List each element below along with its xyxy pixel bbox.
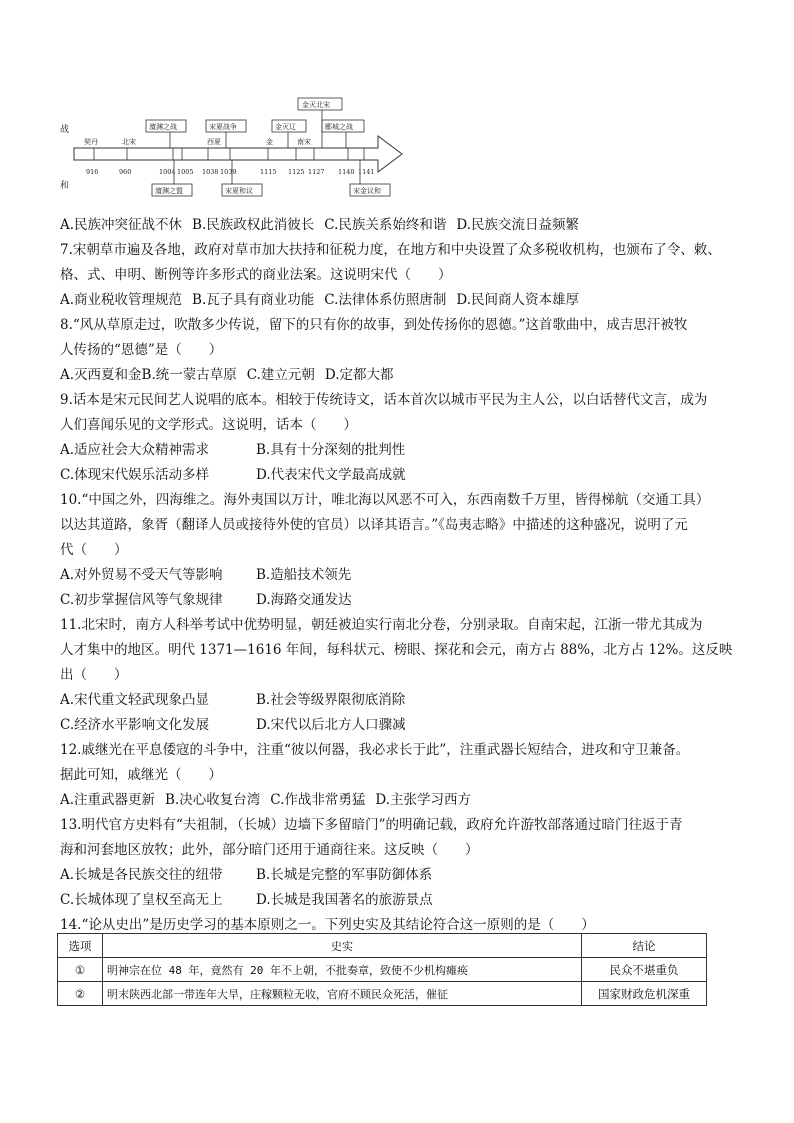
question-text-line: 9.话本是宋元民间艺人说唱的底本。相较于传统诗文，话本首次以城市平民为主人公，以白话替代文言，成为 [60,392,708,408]
answer-option: D.宋代以后北方人口骤减 [256,717,406,733]
year-label: 1004 [159,168,176,176]
table-row [58,982,707,1006]
year-label: 916 [86,168,99,176]
answer-option: D.定都大都 [324,367,394,383]
answer-option: A.注重武器更新 [60,792,156,808]
answer-option: C.法律体系仿照唐制 [324,292,447,308]
question-text-line: 13.明代官方史料有“夫祖制，（长城）边墙下多留暗门”的明确记载，政府允许游牧部落通过暗门往返于青 [60,817,683,833]
answer-option: C.初步掌握信风等气象规律 [60,592,223,608]
question-text-line: 11.北宋时，南方人科举考试中优势明显，朝廷被迫实行南北分卷，分别录取。自南宋起，江浙一带尤其成为 [60,617,703,633]
year-label: 1038 [202,168,219,176]
option-row [60,888,750,913]
option-row [60,863,750,888]
answer-option: B.长城是完整的军事防御体系 [256,867,433,883]
timeline-years [86,168,375,176]
answer-option: C.民族关系始终和谐 [324,217,447,233]
answer-option: D.民间商人资本雄厚 [456,292,580,308]
option-row [60,788,750,813]
event-label: 金灭辽 [275,123,296,131]
event-label: 郾城之战 [325,123,353,131]
event-label: 宋夏战争 [209,123,237,131]
answer-option: C.作战非常勇猛 [270,792,366,808]
year-label: 1141 [358,168,375,176]
timeline-label-peace: 和 [60,181,70,191]
question-text-line: 出（ ） [60,667,128,683]
regime-label: 北宋 [122,138,136,146]
question-text-line: 格、式、申明、断例等许多形式的商业法案。这说明宋代（ ） [60,267,452,283]
event-labels-below [155,186,381,195]
regime-label: 金 [266,138,273,146]
option-row [60,588,750,613]
timeline-ticks [94,148,364,160]
event-label: 宋夏和议 [225,187,253,195]
table-cell: ① [58,958,103,982]
question-text-line: 海和河套地区放牧；此外，部分暗门还用于通商往来。这反映（ ） [60,842,479,858]
event-label: 澶渊之盟 [155,187,183,195]
year-label: 1115 [260,168,277,176]
answer-option: A.宋代重文轻武现象凸显 [60,692,210,708]
option-row [60,438,750,463]
answer-option: B.造船技术领先 [256,567,352,583]
option-row [60,688,750,713]
answer-option: C.体现宋代娱乐活动多样 [60,467,210,483]
question-text-line: 人传扬的“恩德”是（ ） [60,342,223,358]
year-label: 1127 [308,168,325,176]
table-row [58,958,707,982]
table-header: 结论 [582,934,707,958]
question-text-line: 10.“中国之外，四海维之。海外夷国以万计，唯北海以风恶不可入，东西南数千万里，皆得梯航（交通工具） [60,492,710,508]
question-text-line: 12.戚继光在平息倭寇的斗争中，注重“彼以何器，我必求长于此”，注重武器长短结合，进攻和守卫兼备。 [60,742,690,758]
option-row [60,288,750,313]
answer-option: C.长城体现了皇权至高无上 [60,892,223,908]
year-label: 960 [119,168,132,176]
answer-option: A.灭西夏和金B.统一蒙古草原 [60,367,237,383]
year-label: 1005 [177,168,194,176]
regime-label: 契丹 [84,138,98,146]
question-text-line: 8.“风从草原走过，吹散多少传说，留下的只有你的故事，到处传扬你的恩德。”这首歌曲中，成吉思汗被牧 [60,317,688,333]
answer-option: A.对外贸易不受天气等影响 [60,567,223,583]
table-cell: 民众不堪重负 [582,958,707,982]
answer-option: D.长城是我国著名的旅游景点 [256,892,433,908]
regime-label: 西夏 [207,138,221,146]
question-text-line: 以达其道路，象胥（翻译人员或接待外使的官员）以译其语言。”《岛夷志略》中描述的这种盛况，说明了元 [60,517,688,533]
question-text-line: 人们喜闻乐见的文学形式。这说明，话本（ ） [60,417,357,433]
option-row [60,563,750,588]
event-label: 金灭北宋 [302,101,330,109]
event-label: 宋金议和 [353,187,381,195]
answer-option: B.社会等级界限彻底消除 [256,692,406,708]
answer-option: B.瓦子具有商业功能 [192,292,315,308]
answer-option: A.适应社会大众精神需求 [60,442,210,458]
option-row [60,363,750,388]
table-cell: ② [58,982,103,1006]
year-label: 1039 [220,168,237,176]
answer-option: B.决心收复台湾 [165,792,261,808]
answer-option: D.海路交通发达 [256,592,352,608]
option-row [60,713,750,738]
answer-option: D.民族交流日益频繁 [456,217,580,233]
year-label: 1125 [288,168,305,176]
answer-option: B.具有十分深刻的批判性 [256,442,406,458]
answer-option: A.商业税收管理规范 [60,292,183,308]
question-text-line: 14.“论从史出”是历史学习的基本原则之一。下列史实及其结论符合这一原则的是（ ） [60,917,595,933]
table-cell: 明末陕西北部一带连年大旱，庄稼颗粒无收，官府不顾民众死活，催征 [103,982,582,1006]
answer-option: D.代表宋代文学最高成就 [256,467,406,483]
answer-option: C.建立元朝 [246,367,315,383]
event-label: 澶渊之战 [149,123,177,131]
answer-option: C.经济水平影响文化发展 [60,717,210,733]
table-header: 史实 [103,934,582,958]
table-header-row [58,934,707,958]
q14-table [57,933,707,1006]
question-list [60,213,750,938]
answer-option: A.长城是各民族交往的纽带 [60,867,223,883]
question-text-line: 人才集中的地区。明代 1371—1616 年间，每科状元、榜眼、探花和会元，南方占 88%，北方占 12%。这反映 [60,642,733,658]
regime-label: 南宋 [297,138,311,146]
year-label: 1140 [338,168,355,176]
timeline-figure [60,96,410,200]
table-cell: 明神宗在位 48 年，竟然有 20 年不上朝，不批奏章，致使不少机构瘫痪 [103,958,582,982]
timeline-svg [60,96,410,200]
question-text-line: 据此可知，戚继光（ ） [60,767,222,783]
option-row [60,213,750,238]
question-text-line: 代（ ） [60,542,128,558]
table-header: 选项 [58,934,103,958]
timeline-label-war: 战 [60,125,70,135]
answer-option: D.主张学习西方 [375,792,472,808]
table-cell: 国家财政危机深重 [582,982,707,1006]
question-text-line: 7.宋朝草市遍及各地，政府对草市加大扶持和征税力度，在地方和中央设置了众多税收机构，也颁布了令、敕、 [60,242,721,258]
answer-option: A.民族冲突征战不休 [60,217,183,233]
answer-option: B.民族政权此消彼长 [192,217,315,233]
option-row [60,463,750,488]
